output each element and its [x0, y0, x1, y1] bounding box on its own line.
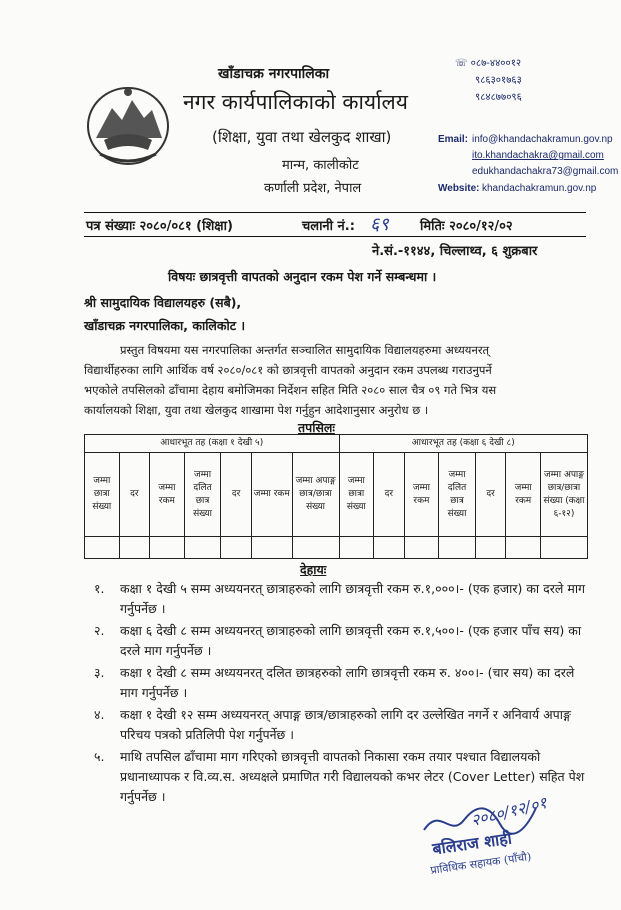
- email-1[interactable]: info@khandachakramun.gov.np: [472, 134, 613, 145]
- table-caption: तपसिलः: [298, 420, 335, 435]
- phone-1: ☏ ०८७-४४००१२: [455, 58, 522, 69]
- nepal-emblem: [82, 78, 174, 170]
- website[interactable]: khandachakramun.gov.np: [482, 183, 597, 194]
- phone-3: ९८४८७७०९६: [475, 92, 522, 103]
- nepal-sambat-date: ने.सं.-११४४, चिल्लाथ्व, ६ शुक्रबार: [372, 244, 538, 259]
- col-header: दर: [374, 453, 405, 537]
- municipality-name: खाँडाचक्र नगरपालिका: [218, 66, 330, 82]
- col-header: जम्मा छात्रा संख्या: [339, 453, 374, 537]
- website-label: Website:: [438, 183, 480, 194]
- table-group-header-1: आधारभूत तह (कक्षा १ देखी ५): [85, 435, 340, 453]
- body-line-3: भएकोले तपसिलको ढाँचामा देहाय बमोजिमका निर्देशन सहित मिति २०८० साल चैत्र ०९ गते भित्र यस: [84, 383, 497, 397]
- list-item: [94, 621, 594, 661]
- branch-name: (शिक्षा, युवा तथा खेलकुद शाखा): [212, 128, 392, 146]
- col-header: जम्मा अपाङ्ग छात्र/छात्रा संख्या (कक्षा ६-१२): [540, 453, 587, 537]
- header-divider-bottom: [84, 236, 586, 237]
- header-divider-top: [84, 212, 586, 213]
- phone-2: ९८६३०१७६३: [475, 75, 522, 86]
- office-location: मान्म, कालीकोट: [282, 158, 359, 173]
- list-item: [94, 705, 594, 745]
- email-2[interactable]: ito.khandachakra@gmail.com: [472, 150, 604, 161]
- table-group-header-2: आधारभूत तह (कक्षा ६ देखी ८): [339, 435, 588, 453]
- letter-number: पत्र संख्याः २०८०/०८१ (शिक्षा): [86, 219, 233, 234]
- col-header: जम्मा अपाङ्ग छात्र/छात्रा संख्या: [292, 453, 339, 537]
- email-3[interactable]: edukhandachakra73@gmail.com: [472, 166, 619, 177]
- col-header: जम्मा रकम: [506, 453, 541, 537]
- office-name: नगर कार्यपालिकाको कार्यालय: [183, 90, 408, 114]
- col-header: जम्मा दलित छात्र संख्या: [184, 453, 221, 537]
- subject-line: विषयः छात्रवृत्ती वापतको अनुदान रकम पेश गर्ने सम्बन्धमा ।: [168, 269, 437, 284]
- scholarship-table: [84, 434, 588, 559]
- signature-date: २०८०/१२/०१: [468, 792, 549, 831]
- item-text: कक्षा १ देखी ८ सम्म अध्ययनरत् दलित छात्रहरुको लागि छात्रवृत्ती रकम रु. ४००।- (चार सय) का दरले माग गर्नुपर्नेछ ।: [120, 665, 575, 700]
- signatory-title: प्राविधिक सहायक (पाँचौ): [429, 849, 533, 878]
- recipient-line-1: श्री सामुदायिक विद्यालयहरु (सबै),: [84, 295, 242, 310]
- item-text: माथि तपसिल ढाँचामा माग गरिएको छात्रवृत्ती वापतको निकासा रकम तयार पश्चात विद्यालयको प्रधानाध्यापक र वि.व्य.स. अध्यक्षले प्रमाणित गरी विद्यालयको कभर लेटर (Cover Letter) सहित पेश गर्नुपर्नेछ ।: [120, 749, 585, 804]
- item-text: कक्षा १ देखी १२ सम्म अध्ययनरत् अपाङ्ग छात्र/छात्राहरुको लागि दर उल्लेखित नगर्ने र अनिवार्य अपाङ्ग परिचय पत्रको प्रतिलिपी पेश गर्नुपर्नेछ ।: [120, 707, 571, 742]
- body-line-4: कार्यालयको शिक्षा, युवा तथा खेलकुद शाखामा पेश गर्नुहुन आदेशानुसार अनुरोध छ ।: [84, 403, 429, 417]
- item-number: ४.: [94, 707, 105, 722]
- body-line-2: विद्यार्थीहरुका लागि आर्थिक वर्ष २०८०/०८१ को छात्रवृत्ती वापतको अनुदान रकम उपलब्ध गराउनुपर्ने: [84, 363, 492, 377]
- list-item: [94, 579, 594, 619]
- signatory-name: बलिराज शाही: [431, 828, 513, 859]
- item-number: ३.: [94, 665, 105, 680]
- col-header: जम्मा छात्रा संख्या: [85, 453, 120, 537]
- col-header: दर: [221, 453, 252, 537]
- recipient-line-2: खाँडाचक्र नगरपालिका, कालिकोट ।: [84, 318, 246, 333]
- body-line-1: प्रस्तुत विषयमा यस नगरपालिका अन्तर्गत सञ्चालित सामुदायिक विद्यालयहरुमा अध्ययनरत्: [120, 343, 490, 357]
- province-name: कर्णाली प्रदेश, नेपाल: [264, 181, 362, 196]
- col-header: जम्मा रकम: [404, 453, 439, 537]
- dehay-title: देहायः: [300, 562, 327, 577]
- list-item: [94, 663, 594, 703]
- col-header: दर: [475, 453, 506, 537]
- item-number: १.: [94, 581, 105, 596]
- item-text: कक्षा ६ देखी ८ सम्म अध्ययनरत् छात्राहरुको लागि छात्रवृत्ती रकम रु.१,५००।- (एक हजार पाँच सय) का दरले माग गर्नुपर्नेछ ।: [120, 623, 582, 658]
- dispatch-number-label: चलानी नं.:: [302, 219, 355, 234]
- col-header: दर: [119, 453, 150, 537]
- col-header: जम्मा रकम: [251, 453, 292, 537]
- col-header: जम्मा रकम: [150, 453, 185, 537]
- email-label: Email:: [438, 134, 469, 145]
- item-number: ५.: [94, 749, 105, 764]
- col-header: जम्मा दलित छात्र संख्या: [439, 453, 476, 537]
- item-text: कक्षा १ देखी ५ सम्म अध्ययनरत् छात्राहरुको लागि छात्रवृत्ती रकम रु.१,०००।- (एक हजार) का दरले माग गर्नुपर्नेछ ।: [120, 581, 586, 616]
- letter-date: मितिः २०८०/१२/०२: [420, 219, 513, 234]
- dispatch-number-handwritten: ६९: [370, 214, 389, 235]
- table-row: [85, 537, 588, 559]
- item-number: २.: [94, 623, 105, 638]
